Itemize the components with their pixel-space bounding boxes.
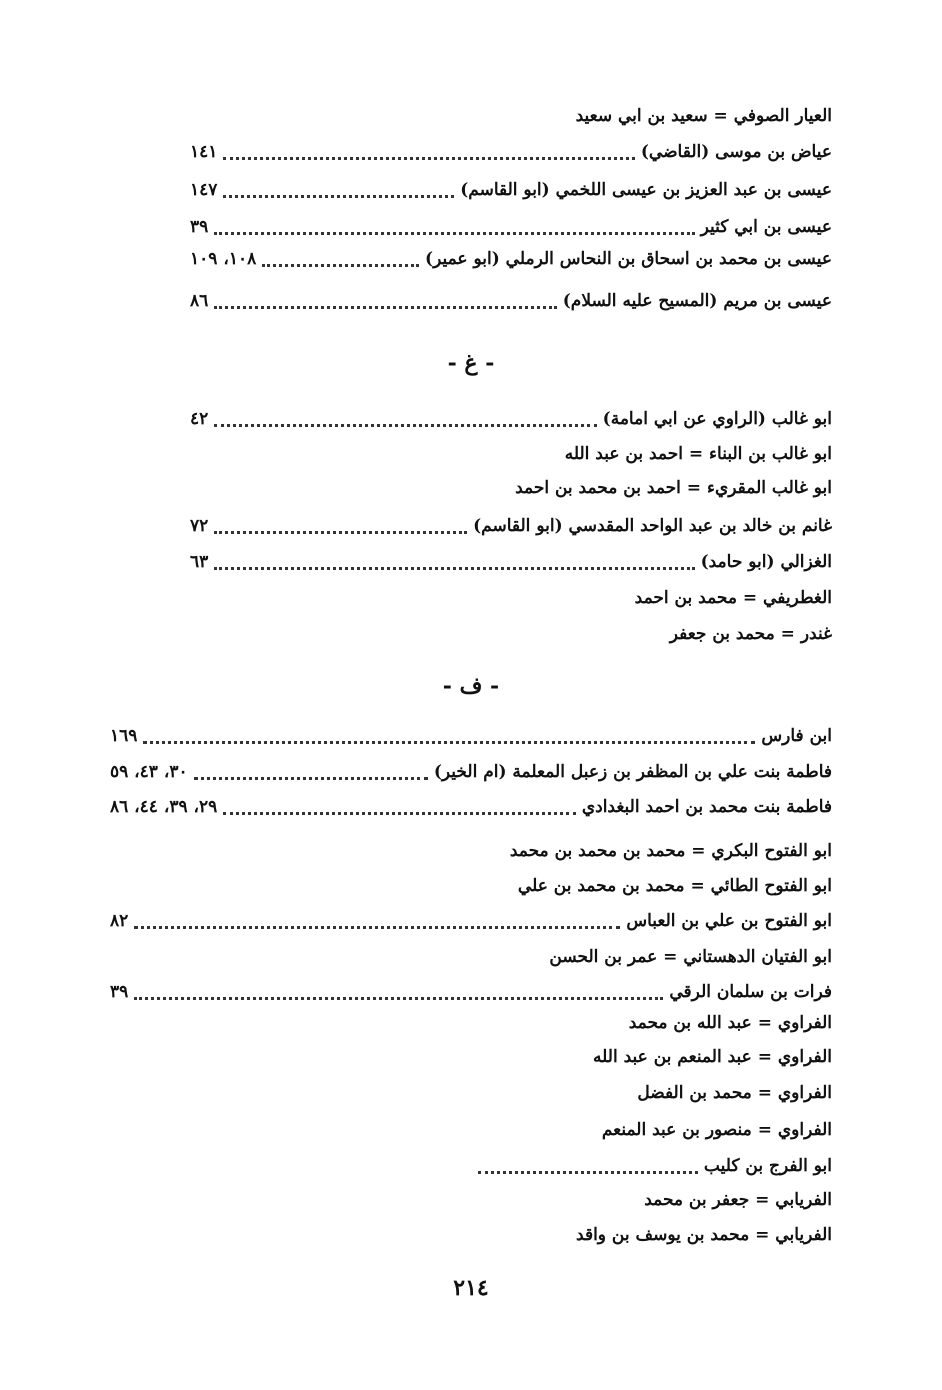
cross-reference: الغطريفي = محمد بن احمد <box>634 588 832 608</box>
dot-leader <box>214 216 694 235</box>
index-entry <box>190 510 832 542</box>
page-number: ٢١٤ <box>453 1275 489 1301</box>
dot-leader <box>134 910 620 929</box>
entry-pages: ١٤١ <box>190 142 218 162</box>
index-entry <box>110 720 832 752</box>
entry-name: ابو غالب (الراوي عن ابي امامة) <box>602 409 832 429</box>
dot-leader <box>223 179 454 198</box>
entry-name: ابو الفرج بن كليب <box>703 1156 832 1176</box>
dot-leader <box>262 248 419 267</box>
dot-leader <box>223 141 634 160</box>
dot-leader <box>478 1155 698 1174</box>
entry-pages: ٧٢ <box>190 516 209 536</box>
dot-leader <box>143 725 755 744</box>
index-entry-no-pages <box>478 1150 832 1182</box>
entry-name: الغزالي (ابو حامد) <box>700 552 832 572</box>
entry-pages: ٣٠، ٤٣، ٥٩ <box>110 762 188 782</box>
cross-reference: ابو الفتوح الطائي = محمد بن محمد بن علي <box>517 876 832 896</box>
entry-pages: ٣٩ <box>190 217 209 237</box>
index-entry <box>110 905 832 937</box>
entry-pages: ٤٢ <box>190 409 209 429</box>
index-entry <box>110 756 832 788</box>
entry-name: عيسى بن محمد بن اسحاق بن النحاس الرملي (ابو عمير) <box>425 249 832 269</box>
dot-leader <box>214 290 556 309</box>
dot-leader <box>214 551 694 570</box>
cross-reference: غندر = محمد بن جعفر <box>669 624 832 644</box>
entry-name: عياض بن موسى (القاضي) <box>640 142 832 162</box>
cross-reference: الفراوي = منصور بن عبد المنعم <box>601 1120 832 1140</box>
dot-leader <box>214 408 596 427</box>
entry-name: فاطمة بنت محمد بن احمد البغدادي <box>581 797 832 817</box>
index-entry <box>190 285 832 317</box>
entry-pages: ١٤٧ <box>190 180 218 200</box>
entry-pages: ٣٩ <box>110 982 129 1002</box>
index-entry <box>190 546 832 578</box>
cross-reference: الفراوي = عبد الله بن محمد <box>628 1013 832 1033</box>
cross-reference: ابو الفتيان الدهستاني = عمر بن الحسن <box>549 947 832 967</box>
entry-name: فرات بن سلمان الرقي <box>669 982 832 1002</box>
entry-pages: ١٦٩ <box>110 726 138 746</box>
index-entry <box>190 243 832 275</box>
index-entry <box>110 791 832 823</box>
section-heading-fa: - ف - <box>442 673 500 699</box>
cross-reference: الفريابي = محمد بن يوسف بن واقد <box>576 1225 832 1245</box>
dot-leader <box>223 796 576 815</box>
section-heading-ghain: - غ - <box>447 350 495 376</box>
cross-reference: الفراوي = عبد المنعم بن عبد الله <box>593 1047 832 1067</box>
dot-leader <box>134 981 663 1000</box>
entry-pages: ٢٩، ٣٩، ٤٤، ٨٦ <box>110 797 218 817</box>
cross-reference: الفراوي = محمد بن الفضل <box>637 1083 832 1103</box>
entry-pages: ١٠٨، ١٠٩ <box>190 249 257 269</box>
index-entry <box>190 211 832 243</box>
entry-name: غانم بن خالد بن عبد الواحد المقدسي (ابو القاسم) <box>473 516 832 536</box>
index-entry <box>190 174 832 206</box>
cross-reference: العيار الصوفي = سعيد بن ابي سعيد <box>575 106 832 126</box>
index-entry <box>190 136 832 168</box>
cross-reference: ابو غالب بن البناء = احمد بن عبد الله <box>564 444 832 464</box>
entry-name: عيسى بن مريم (المسيح عليه السلام) <box>562 291 832 311</box>
entry-pages: ٨٢ <box>110 911 129 931</box>
cross-reference: ابو غالب المقريء = احمد بن محمد بن احمد <box>515 478 832 498</box>
entry-pages: ٨٦ <box>190 291 209 311</box>
index-entry <box>110 976 832 1008</box>
entry-name: عيسى بن عبد العزيز بن عيسى اللخمي (ابو القاسم) <box>460 180 832 200</box>
entry-name: فاطمة بنت علي بن المظفر بن زعبل المعلمة (ام الخير) <box>433 762 832 782</box>
index-entry <box>190 403 832 435</box>
dot-leader <box>214 515 467 534</box>
entry-name: ابو الفتوح بن علي بن العباس <box>626 911 832 931</box>
cross-reference: ابو الفتوح البكري = محمد بن محمد بن محمد <box>509 841 832 861</box>
dot-leader <box>194 761 428 780</box>
cross-reference: الفريابي = جعفر بن محمد <box>644 1190 832 1210</box>
entry-name: عيسى بن ابي كثير <box>700 217 832 237</box>
entry-name: ابن فارس <box>761 726 832 746</box>
entry-pages: ٦٣ <box>190 552 209 572</box>
